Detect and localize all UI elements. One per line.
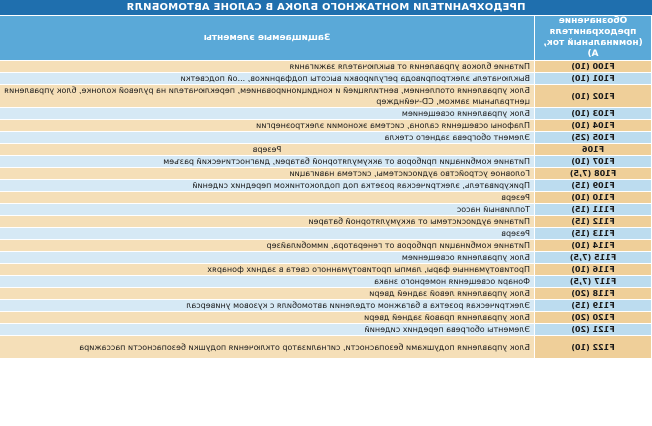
- fuse-description: Плафоны освещения салона, система экономии электроэнергии: [0, 120, 535, 132]
- table-row: [0, 300, 652, 312]
- table-row: [0, 204, 652, 216]
- table-row: [0, 156, 652, 168]
- table-row: [0, 264, 652, 276]
- fuse-description: Топливный насос: [0, 204, 535, 216]
- table-row: [0, 288, 652, 300]
- fuse-code: F109 (15): [535, 180, 652, 192]
- fuse-description: Питание комбинации приборов от генератора, иммобилайзер: [0, 240, 535, 252]
- fuse-description: Питание блоков управления от выключателя зажигания: [0, 61, 535, 73]
- fuse-code: F100 (10): [535, 61, 652, 73]
- table-row: [0, 120, 652, 132]
- fuse-description: Блок управления левой задней двери: [0, 288, 535, 300]
- table-row: [0, 108, 652, 120]
- table-row: [0, 252, 652, 264]
- table-row: [0, 144, 652, 156]
- fuse-code: F122 (10): [535, 336, 652, 359]
- fuse-code: F115 (7,5): [535, 252, 652, 264]
- fuse-description: Фонари освещения номерного знака: [0, 276, 535, 288]
- fuse-description: Питание комбинации приборов от аккумуляторной батареи, диагностический разъем: [0, 156, 535, 168]
- table-row: [0, 324, 652, 336]
- fuse-description: Элемент обогрева заднего стекла: [0, 132, 535, 144]
- fuse-description: Головное устройство аудиосистемы, система навигации: [0, 168, 535, 180]
- table-row: [0, 73, 652, 85]
- fuse-code: F102 (10): [535, 85, 652, 108]
- fuse-code: F110 (10): [535, 192, 652, 204]
- fuse-code: F103 (10): [535, 108, 652, 120]
- fuse-code: F107 (10): [535, 156, 652, 168]
- table-row: [0, 168, 652, 180]
- fuse-description: Электрическая розетка в багажном отделении автомобиля с кузовом универсал: [0, 300, 535, 312]
- table-row: [0, 180, 652, 192]
- fuse-code: F120 (20): [535, 312, 652, 324]
- fuse-description: Блок управления подушками безопасности, сигнализатор отключения подушки безопасности пассажира: [0, 336, 535, 359]
- table-row: [0, 276, 652, 288]
- fuse-table: [0, 15, 652, 359]
- header-row: [0, 16, 652, 61]
- fuse-code: F121 (20): [535, 324, 652, 336]
- fuse-code: F111 (15): [535, 204, 652, 216]
- fuse-description: Резерв: [0, 192, 535, 204]
- table-row: [0, 61, 652, 73]
- fuse-code: F108 (7,5): [535, 168, 652, 180]
- fuse-description: Резерв: [0, 144, 535, 156]
- fuse-code: F106: [535, 144, 652, 156]
- table-row: [0, 336, 652, 359]
- fuse-description: Питание аудиосистемы от аккумуляторной батареи: [0, 216, 535, 228]
- table-row: [0, 228, 652, 240]
- table-row: [0, 85, 652, 108]
- fuse-description: Выключатель электропривода регулировки высоты подфарников, ...ой подсветки: [0, 73, 535, 85]
- header-code: Обозначение предохранителя (номинальный ток, А): [535, 16, 652, 61]
- fuse-description: Блок управления освещением: [0, 252, 535, 264]
- fuse-code: F114 (10): [535, 240, 652, 252]
- fuse-description: Противотуманные фары, лампы противотуманного света в задних фонарях: [0, 264, 535, 276]
- fuse-code: F117 (7,5): [535, 276, 652, 288]
- table-row: [0, 240, 652, 252]
- table-title: ПРЕДОХРАНИТЕЛИ МОНТАЖНОГО БЛОКА В САЛОНЕ АВТОМОБИЛЯ: [0, 0, 652, 15]
- table-row: [0, 192, 652, 204]
- header-desc: Защищаемые элементы: [0, 16, 535, 61]
- table-row: [0, 216, 652, 228]
- fuse-code: F116 (10): [535, 264, 652, 276]
- fuse-code: F101 (10): [535, 73, 652, 85]
- fuse-code: F118 (20): [535, 288, 652, 300]
- table-row: [0, 312, 652, 324]
- table-body: [0, 61, 652, 359]
- fuse-code: F105 (25): [535, 132, 652, 144]
- fuse-code: F119 (15): [535, 300, 652, 312]
- fuse-description: Блок управления освещением: [0, 108, 535, 120]
- fuse-description: Блок управления правой задней двери: [0, 312, 535, 324]
- fuse-description: Элементы обогрева передних сидений: [0, 324, 535, 336]
- fuse-description: Блок управления отоплением, вентиляцией и кондиционированием, переключатели на рулевой колонке, блок управления центральным замком, CD-чейнджер: [0, 85, 535, 108]
- fuse-code: F112 (15): [535, 216, 652, 228]
- fuse-code: F104 (10): [535, 120, 652, 132]
- table-row: [0, 132, 652, 144]
- fuse-description: Резерв: [0, 228, 535, 240]
- fuse-code: F113 (15): [535, 228, 652, 240]
- fuse-description: Прикуриватель, электрическая розетка под подлокотником передних сидений: [0, 180, 535, 192]
